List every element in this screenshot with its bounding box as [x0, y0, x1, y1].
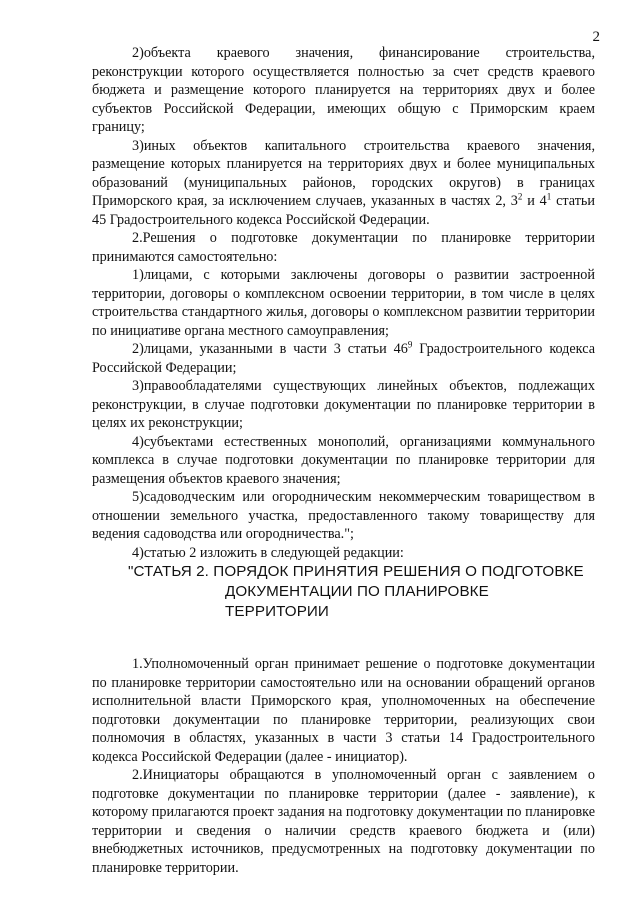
paragraph-text: и 4 [522, 193, 547, 209]
paragraph [92, 340, 595, 377]
paragraph-text: 3)иных объектов капитального строительства краевого значения, размещение которых планируется на территориях двух и более муниципальных образований (муниципальных районов, городских округов) в границах Приморского края, за исключением случаев, указанных в частях 2, 3 [92, 137, 595, 209]
paragraph: 1.Уполномоченный орган принимает решение о подготовке документации по планировке территории самостоятельно или на основании обращений органов исполнительной власти Приморского края, уполномоченных на обеспечение подготовки документации по планировке территории, реализующих свои полномочия в областях, указанных в части 3 статьи 14 Градостроительного кодекса Российской Федерации (далее - инициатор). [92, 656, 595, 765]
paragraph: 2.Решения о подготовке документации по планировке территории принимаются самостоятельно: [92, 230, 595, 265]
superscript: 2 [517, 191, 523, 202]
paragraph-text: статьи 45 Градостроительного кодекса Российской Федерации. [92, 193, 595, 228]
document-body [92, 44, 595, 877]
article-heading-line-1: "СТАТЬЯ 2. ПОРЯДОК ПРИНЯТИЯ РЕШЕНИЯ О ПОДГОТОВКЕ [128, 563, 584, 580]
spacer [92, 622, 595, 655]
paragraph-text: Градостроительного кодекса Российской Федерации; [92, 341, 595, 376]
paragraph: 3)правообладателями существующих линейных объектов, подлежащих реконструкции, в случае подготовки документации по планировке территории в целях их реконструкции; [92, 378, 595, 431]
paragraph: 4)субъектами естественных монополий, организациями коммунального комплекса в случае подготовки документации по планировке территории для размещения объектов краевого значения; [92, 433, 595, 487]
paragraph [92, 137, 595, 230]
paragraph: 4)статью 2 изложить в следующей редакции: [132, 544, 404, 561]
superscript: 9 [407, 339, 413, 350]
paragraph: 1)лицами, с которыми заключены договоры о развитии застроенной территории, договоры о комплексном освоении территории, в том числе в целях строительства стандартного жилья, договоры о комплексном развитии территории по инициативе органа местного самоуправления; [92, 267, 595, 339]
article-heading-line-2: ДОКУМЕНТАЦИИ ПО ПЛАНИРОВКЕ ТЕРРИТОРИИ [225, 583, 489, 620]
page-number: 2 [592, 29, 600, 45]
superscript: 1 [546, 191, 552, 202]
paragraph: 2.Инициаторы обращаются в уполномоченный орган с заявлением о подготовке документации по планировке территории (далее - заявление), к которому прилагаются проект задания на подготовку документации по планировке территории и сведения о наличии средств краевого бюджета и (или) внебюджетных источников, предусмотренных на подготовку документации по планировке территории. [92, 767, 595, 876]
paragraph: 5)садоводческим или огородническим некоммерческим товариществом в отношении земельного участка, предоставленного такому товариществу для ведения садоводства или огородничества."; [92, 489, 595, 542]
paragraph-text: 2)лицами, указанными в части 3 статьи 46 [132, 341, 408, 357]
paragraph: 2)объекта краевого значения, финансирование строительства, реконструкции которого осуществляется полностью за счет средств краевого бюджета и размещение которого планируется на территориях двух и более субъектов Российской Федерации, имеющих общую с Приморским краем границу; [92, 45, 595, 135]
